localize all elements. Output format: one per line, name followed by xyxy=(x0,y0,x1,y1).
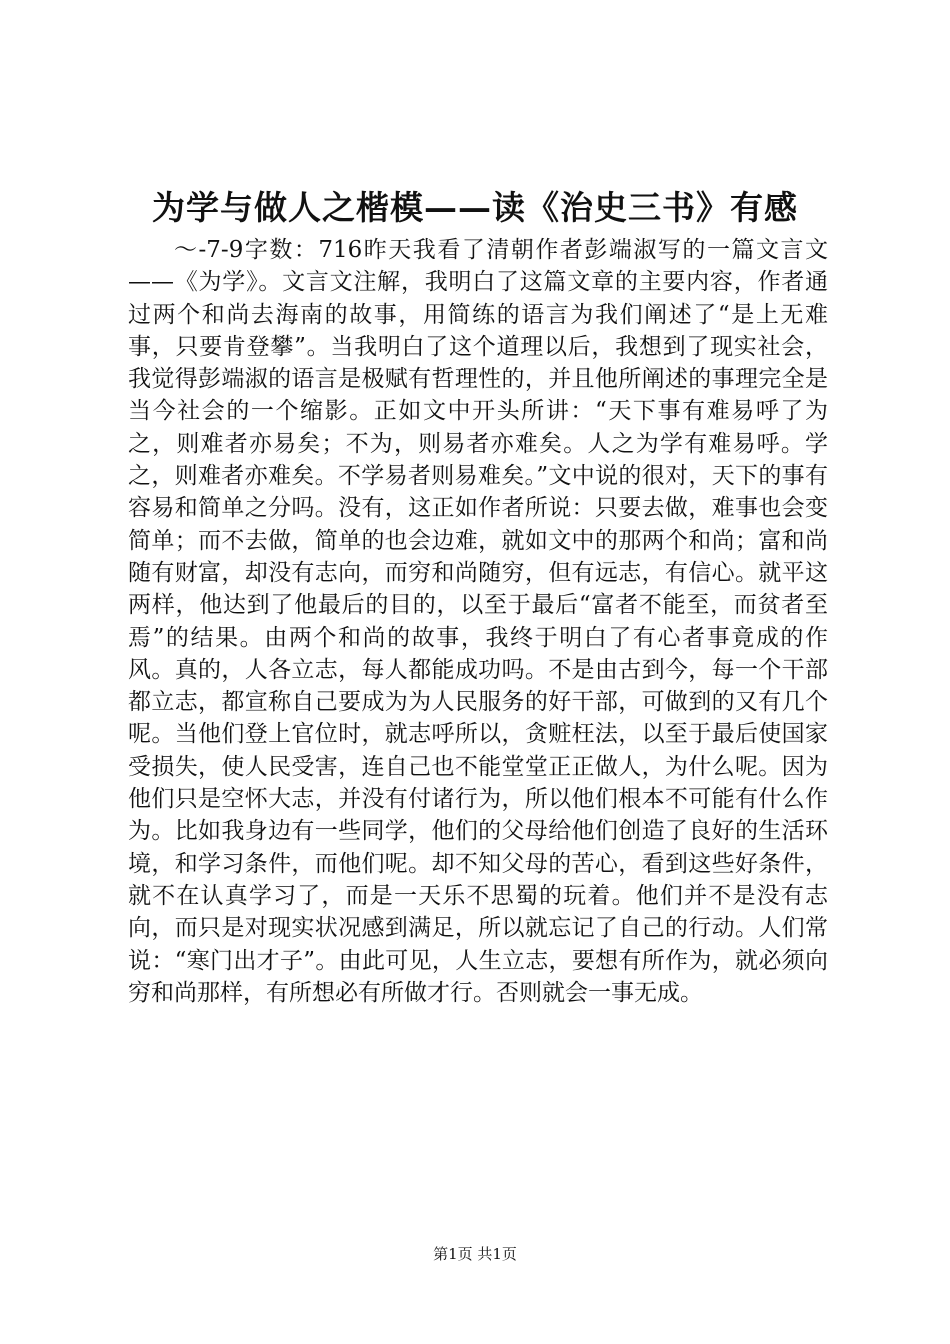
document-body-paragraph: ～-7-9字数：716昨天我看了清朝作者彭端淑写的一篇文言文——《为学》。文言文注解，我明白了这篇文章的主要内容，作者通过两个和尚去海南的故事，用简练的语言为我们阐述了“是上无难事，只要肯登攀”。当我明白了这个道理以后，我想到了现实社会，我觉得彭端淑的语言是极赋有哲理性的，并且他所阐述的事理完全是当今社会的一个缩影。正如文中开头所讲：“天下事有难易呼了为之，则难者亦易矣；不为，则易者亦难矣。人之为学有难易呼。学之，则难者亦难矣。不学易者则易难矣。”文中说的很对，天下的事有容易和简单之分吗。没有，这正如作者所说：只要去做，难事也会变简单；而不去做，简单的也会边难，就如文中的那两个和尚；富和尚随有财富，却没有志向，而穷和尚随穷，但有远志，有信心。就平这两样，他达到了他最后的目的，以至于最后“富者不能至，而贫者至焉”的结果。由两个和尚的故事，我终于明白了有心者事竟成的作风。真的，人各立志，每人都能成功吗。不是由古到今，每一个干部都立志，都宣称自己要成为为人民服务的好干部，可做到的又有几个呢。当他们登上官位时，就志呼所以，贪赃枉法，以至于最后使国家受损失，使人民受害，连自己也不能堂堂正正做人，为什么呢。因为他们只是空怀大志，并没有付诸行为，所以他们根本不可能有什么作为。比如我身边有一些同学，他们的父母给他们创造了良好的生活环境，和学习条件，而他们呢。却不知父母的苦心，看到这些好条件，就不在认真学习了，而是一天乐不思蜀的玩着。他们并不是没有志向，而只是对现实状况感到满足，所以就忘记了自己的行动。人们常说：“寒门出才子”。由此可见，人生立志，要想有所作为，就必须向穷和尚那样，有所想必有所做才行。否则就会一事无成。 xyxy=(128,237,828,1006)
document-title: 为学与做人之楷模——读《治史三书》有感 xyxy=(152,188,798,227)
page-number-footer: 第1页 共1页 xyxy=(433,1245,517,1263)
